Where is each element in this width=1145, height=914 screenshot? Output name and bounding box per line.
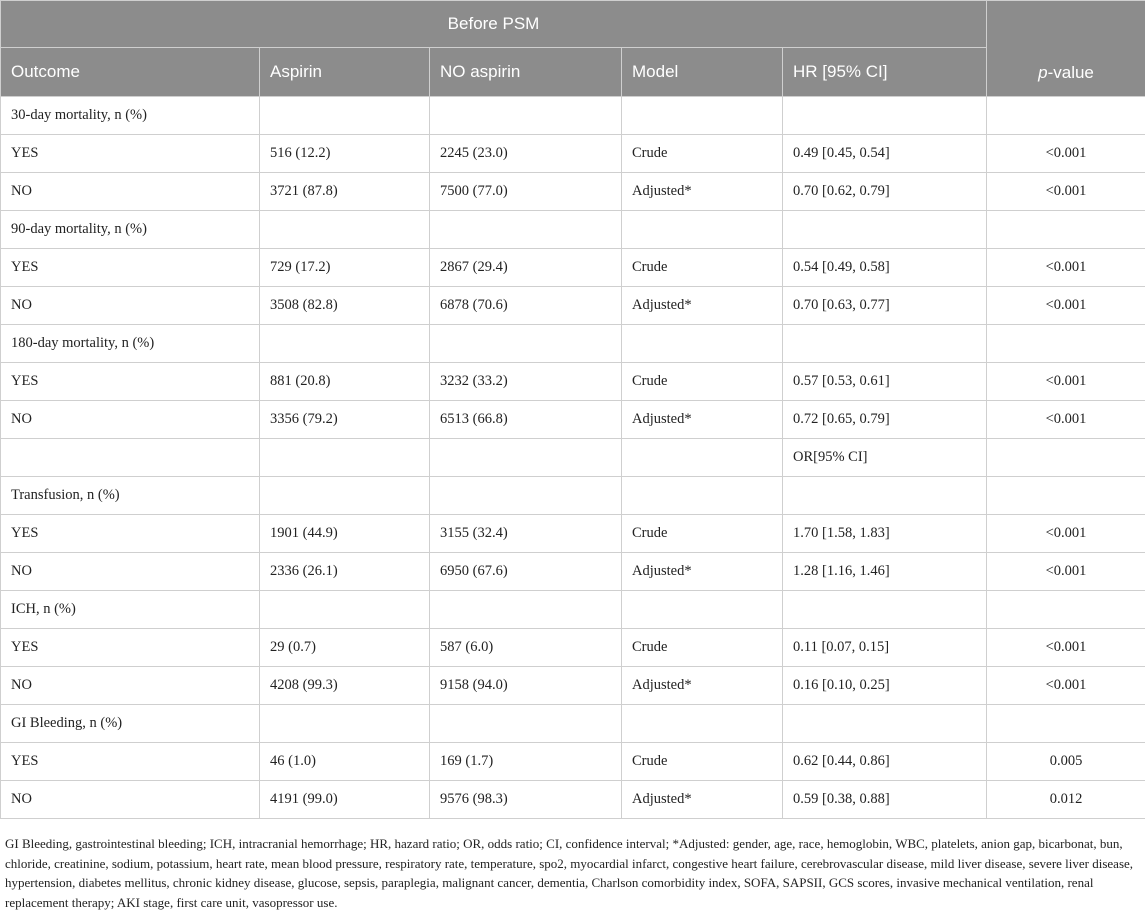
outcome-cell: YES — [1, 743, 260, 781]
table-row — [1, 173, 1145, 211]
model-cell: Crude — [622, 743, 783, 781]
no-aspirin-cell — [430, 439, 622, 477]
ratio-ci-cell — [783, 325, 987, 363]
ratio-ci-cell: 0.70 [0.62, 0.79] — [783, 173, 987, 211]
ratio-ci-cell: 0.62 [0.44, 0.86] — [783, 743, 987, 781]
aspirin-cell: 1901 (44.9) — [260, 515, 430, 553]
no-aspirin-cell: 3155 (32.4) — [430, 515, 622, 553]
outcome-cell: NO — [1, 401, 260, 439]
p-value-cell — [987, 705, 1145, 743]
no-aspirin-cell: 6950 (67.6) — [430, 553, 622, 591]
aspirin-cell — [260, 477, 430, 515]
no-aspirin-cell — [430, 211, 622, 249]
group-header-row — [1, 1, 1145, 48]
model-cell — [622, 325, 783, 363]
outcome-cell: YES — [1, 515, 260, 553]
table-row — [1, 211, 1145, 249]
column-header-outcome: Outcome — [1, 48, 260, 97]
model-cell: Adjusted* — [622, 287, 783, 325]
model-cell: Crude — [622, 249, 783, 287]
table-row — [1, 363, 1145, 401]
p-value-cell — [987, 97, 1145, 135]
model-cell: Adjusted* — [622, 401, 783, 439]
model-cell: Crude — [622, 629, 783, 667]
p-value-cell — [987, 325, 1145, 363]
no-aspirin-cell: 2245 (23.0) — [430, 135, 622, 173]
aspirin-cell: 29 (0.7) — [260, 629, 430, 667]
table-row — [1, 135, 1145, 173]
table-row — [1, 477, 1145, 515]
table-row — [1, 743, 1145, 781]
model-cell: Adjusted* — [622, 553, 783, 591]
aspirin-cell — [260, 325, 430, 363]
table-row — [1, 553, 1145, 591]
aspirin-cell: 729 (17.2) — [260, 249, 430, 287]
aspirin-cell — [260, 97, 430, 135]
no-aspirin-cell: 9576 (98.3) — [430, 781, 622, 819]
p-value-cell: <0.001 — [987, 629, 1145, 667]
outcome-cell: NO — [1, 553, 260, 591]
outcome-cell: YES — [1, 135, 260, 173]
model-cell — [622, 97, 783, 135]
table-row — [1, 325, 1145, 363]
outcome-cell: GI Bleeding, n (%) — [1, 705, 260, 743]
table-row — [1, 667, 1145, 705]
ratio-ci-cell — [783, 705, 987, 743]
ratio-ci-cell — [783, 477, 987, 515]
no-aspirin-cell — [430, 97, 622, 135]
outcome-cell: NO — [1, 781, 260, 819]
model-cell: Adjusted* — [622, 781, 783, 819]
aspirin-cell: 2336 (26.1) — [260, 553, 430, 591]
model-cell — [622, 211, 783, 249]
ratio-ci-cell: 0.57 [0.53, 0.61] — [783, 363, 987, 401]
model-cell — [622, 477, 783, 515]
model-cell: Crude — [622, 135, 783, 173]
outcome-cell: YES — [1, 363, 260, 401]
ratio-ci-cell: 0.59 [0.38, 0.88] — [783, 781, 987, 819]
no-aspirin-cell: 2867 (29.4) — [430, 249, 622, 287]
aspirin-cell: 3721 (87.8) — [260, 173, 430, 211]
outcome-cell: NO — [1, 173, 260, 211]
table-row — [1, 439, 1145, 477]
outcome-cell: 90-day mortality, n (%) — [1, 211, 260, 249]
aspirin-cell — [260, 439, 430, 477]
p-value-cell — [987, 211, 1145, 249]
p-value-cell: <0.001 — [987, 135, 1145, 173]
model-cell — [622, 439, 783, 477]
aspirin-cell: 516 (12.2) — [260, 135, 430, 173]
ratio-ci-cell: 0.16 [0.10, 0.25] — [783, 667, 987, 705]
aspirin-cell: 3508 (82.8) — [260, 287, 430, 325]
model-cell: Crude — [622, 515, 783, 553]
table-row — [1, 705, 1145, 743]
column-header-aspirin: Aspirin — [260, 48, 430, 97]
table-footnote: GI Bleeding, gastrointestinal bleeding; ICH, intracranial hemorrhage; HR, hazard ratio; OR, odds ratio; CI, confidence interval; *Adjusted: gender, age, race, hemoglobin, WBC, platelets, anion gap, bicarbonat, bun, chloride, creatinine, sodium, potassium, heart rate, mean blood pressure, respiratory rate, temperature, spo2, myocardial infarct, congestive heart failure, cerebrovascular disease, mild liver disease, severe liver disease, hypertension, diabetes mellitus, chronic kidney disease, glucose, sepsis, paraplegia, malignant cancer, dementia, Charlson comorbidity index, SOFA, SAPSII, GCS scores, invasive mechanical ventilation, renal replacement therapy; AKI stage, first care unit, vasopressor use. — [5, 836, 1134, 910]
table-row — [1, 401, 1145, 439]
ratio-ci-cell: 1.28 [1.16, 1.46] — [783, 553, 987, 591]
outcome-cell: NO — [1, 667, 260, 705]
table-row — [1, 591, 1145, 629]
p-value-cell: <0.001 — [987, 553, 1145, 591]
no-aspirin-cell: 6513 (66.8) — [430, 401, 622, 439]
p-value-suffix: -value — [1047, 62, 1094, 82]
column-header-no-aspirin: NO aspirin — [430, 48, 622, 97]
no-aspirin-cell — [430, 477, 622, 515]
aspirin-cell — [260, 591, 430, 629]
model-cell — [622, 591, 783, 629]
p-value-cell — [987, 591, 1145, 629]
column-header-row — [1, 48, 1145, 97]
column-header-model: Model — [622, 48, 783, 97]
outcome-cell: 30-day mortality, n (%) — [1, 97, 260, 135]
ratio-ci-cell: 0.49 [0.45, 0.54] — [783, 135, 987, 173]
ratio-ci-cell: 0.11 [0.07, 0.15] — [783, 629, 987, 667]
table-row — [1, 249, 1145, 287]
ratio-ci-cell — [783, 211, 987, 249]
p-value-cell: 0.012 — [987, 781, 1145, 819]
no-aspirin-cell: 587 (6.0) — [430, 629, 622, 667]
no-aspirin-cell: 6878 (70.6) — [430, 287, 622, 325]
p-value-cell: <0.001 — [987, 401, 1145, 439]
model-cell: Adjusted* — [622, 667, 783, 705]
ratio-ci-cell: 0.72 [0.65, 0.79] — [783, 401, 987, 439]
ratio-ci-cell: 1.70 [1.58, 1.83] — [783, 515, 987, 553]
group-header-before-psm: Before PSM — [1, 1, 987, 48]
table-body — [1, 97, 1145, 819]
ratio-ci-cell: 0.54 [0.49, 0.58] — [783, 249, 987, 287]
aspirin-cell: 4208 (99.3) — [260, 667, 430, 705]
aspirin-cell — [260, 211, 430, 249]
outcome-cell: 180-day mortality, n (%) — [1, 325, 260, 363]
column-header-hr-ci: HR [95% CI] — [783, 48, 987, 97]
no-aspirin-cell — [430, 591, 622, 629]
aspirin-cell: 3356 (79.2) — [260, 401, 430, 439]
aspirin-cell: 4191 (99.0) — [260, 781, 430, 819]
ratio-ci-cell: 0.70 [0.63, 0.77] — [783, 287, 987, 325]
ratio-ci-cell — [783, 97, 987, 135]
column-header-p-value — [987, 1, 1145, 97]
table-row — [1, 629, 1145, 667]
p-value-cell: <0.001 — [987, 249, 1145, 287]
outcome-cell: ICH, n (%) — [1, 591, 260, 629]
no-aspirin-cell: 9158 (94.0) — [430, 667, 622, 705]
no-aspirin-cell: 169 (1.7) — [430, 743, 622, 781]
table-row — [1, 515, 1145, 553]
ratio-ci-cell: OR[95% CI] — [783, 439, 987, 477]
p-value-cell: <0.001 — [987, 363, 1145, 401]
outcome-cell — [1, 439, 260, 477]
p-value-cell: <0.001 — [987, 667, 1145, 705]
outcome-cell: Transfusion, n (%) — [1, 477, 260, 515]
aspirin-cell — [260, 705, 430, 743]
p-value-cell — [987, 477, 1145, 515]
no-aspirin-cell — [430, 705, 622, 743]
p-value-cell — [987, 439, 1145, 477]
no-aspirin-cell — [430, 325, 622, 363]
table-row — [1, 97, 1145, 135]
ratio-ci-cell — [783, 591, 987, 629]
model-cell — [622, 705, 783, 743]
p-italic: p — [1038, 62, 1048, 82]
model-cell: Adjusted* — [622, 173, 783, 211]
outcome-cell: NO — [1, 287, 260, 325]
aspirin-cell: 46 (1.0) — [260, 743, 430, 781]
table-row — [1, 781, 1145, 819]
p-value-cell: <0.001 — [987, 287, 1145, 325]
outcome-cell: YES — [1, 249, 260, 287]
no-aspirin-cell: 3232 (33.2) — [430, 363, 622, 401]
p-value-cell: <0.001 — [987, 515, 1145, 553]
no-aspirin-cell: 7500 (77.0) — [430, 173, 622, 211]
model-cell: Crude — [622, 363, 783, 401]
p-value-cell: <0.001 — [987, 173, 1145, 211]
p-value-cell: 0.005 — [987, 743, 1145, 781]
aspirin-cell: 881 (20.8) — [260, 363, 430, 401]
table-row — [1, 287, 1145, 325]
outcome-cell: YES — [1, 629, 260, 667]
